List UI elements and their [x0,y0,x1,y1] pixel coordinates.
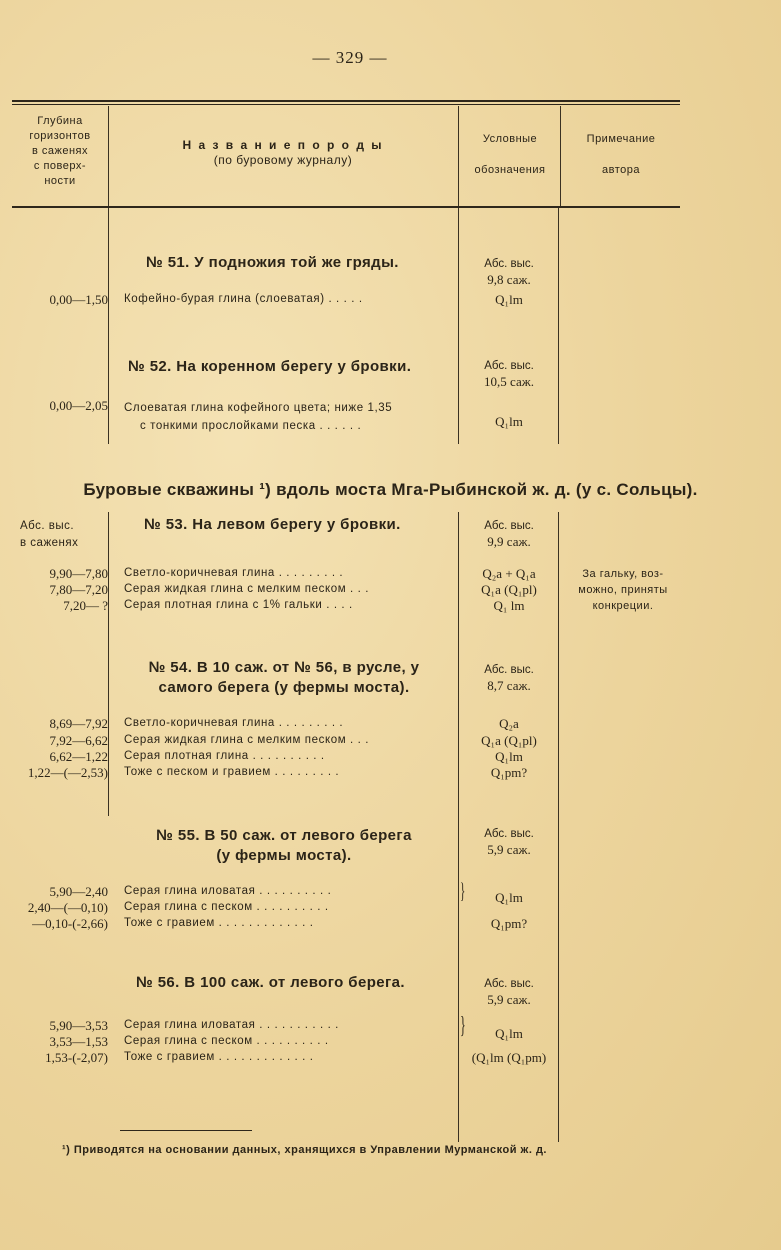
sub-header-line: Абс. выс. [20,520,75,532]
abs-value: 9,8 саж. [487,272,531,287]
title-line: (у фермы моста). [216,847,352,864]
abs-value: 10,5 саж. [484,374,534,389]
header-depth-line: ности [44,175,76,187]
bore-56-symbol-b: (Q₁lm (Q₁pm) [471,1050,547,1065]
bore-56-desc-3: Тоже с гравием . . . . . . . . . . . . . [124,1051,314,1063]
bore-53-symbol-3: Q₁ lm [493,598,525,613]
desc-line: Слоеватая глина кофейного цвета; ниже 1,35 [124,402,393,414]
bore-53-desc-1: Светло-коричневая глина . . . . . . . . . [124,567,344,579]
bore-52-depth: 0,00—2,05 [49,398,108,413]
abs-value: 5,9 саж. [487,842,531,857]
bore-54-desc-4: Тоже с песком и гравием . . . . . . . . . [124,766,340,778]
desc-line: с тонкими прослойками песка . . . . . . [140,420,362,432]
bore-56-desc-1: Серая глина иловатая . . . . . . . . . . . [124,1019,339,1031]
bore-56-desc-2: Серая глина с песком . . . . . . . . . . [124,1035,329,1047]
bore-56-depth-2: 3,53—1,53 [49,1034,108,1049]
header-divider-2 [458,106,459,206]
bore-54-depth-2: 7,92—6,62 [49,733,108,748]
bore-51-symbol: Q₁lm [495,292,523,307]
bore-55-title [110,826,458,866]
bore-54-symbol-4: Q₁pm? [490,765,528,780]
footnote: ¹) Приводятся на основании данных, хранящихся в Управлении Мурманской ж. д. [62,1144,547,1156]
header-note [562,132,680,178]
bore-56-depth-1: 5,90—3,53 [49,1018,108,1033]
bore-54-desc-2: Серая жидкая глина с мелким песком . . . [124,734,369,746]
bore-56-symbol-a: Q₁lm [495,1026,523,1041]
page-number: — 329 — [312,48,388,67]
bore-53-depth-3: 7,20— ? [63,598,108,613]
bore-54-desc-1: Светло-коричневая глина . . . . . . . . . [124,717,344,729]
header-symbols-b: обозначения [474,164,546,176]
bore-52-symbol: Q₁lm [495,414,523,429]
abs-label: Абс. выс. [484,258,534,270]
bore-56-bracket: } [460,1013,466,1039]
note-line: конкреции. [592,600,654,612]
bore-53-depth-2: 7,80—7,20 [49,582,108,597]
title-line: № 54. В 10 саж. от № 56, в русле, у [148,659,420,676]
bore-51-title: № 51. У подножия той же гряды. [146,254,399,271]
bore-54-depth-1: 8,69—7,92 [49,716,108,731]
bore-54-symbol-3: Q₁lm [495,749,523,764]
bore-53-title: № 53. На левом берегу у бровки. [144,516,401,533]
abs-label: Абс. выс. [484,360,534,372]
header-note-a: Примечание [586,133,656,145]
abs-value: 9,9 саж. [487,534,531,549]
header-rock-title: Н а з в а н и е п о р о д ы [182,138,384,152]
bore-54-symbol-1: Q₂a [499,716,519,731]
bore-51-desc: Кофейно-бурая глина (слоеватая) . . . . . [124,293,363,305]
title-line: самого берега (у фермы моста). [158,679,410,696]
bore-55-depth-1: 5,90—2,40 [49,884,108,899]
sub-header-line: в саженях [20,537,79,549]
abs-label: Абс. выс. [484,978,534,990]
lower-divider-1 [108,512,109,816]
abs-label: Абс. выс. [484,520,534,532]
bore-53-symbol-1: Q₂a + Q₁a [482,566,536,581]
title-line: № 55. В 50 саж. от левого берега [156,827,412,844]
bore-56-title: № 56. В 100 саж. от левого берега. [136,974,405,991]
bore-52-desc [124,399,392,435]
body-divider-3 [558,208,559,444]
bore-52-title: № 52. На коренном берегу у бровки. [128,358,412,375]
bore-54-desc-3: Серая плотная глина . . . . . . . . . . [124,750,325,762]
bore-53-desc-2: Серая жидкая глина с мелким песком . . . [124,583,369,595]
header-symbols [460,132,560,178]
bore-54-depth-4: 1,22—(—2,53) [27,765,108,780]
bore-54-title [110,658,458,698]
bore-55-symbol-b: Q₁pm? [490,916,528,931]
bore-52-abs [458,358,560,390]
bore-54-depth-3: 6,62—1,22 [49,749,108,764]
body-divider-1 [108,208,109,444]
sub-header [20,518,78,552]
bore-51-depth: 0,00—1,50 [49,292,108,307]
body-divider-2 [458,208,459,444]
bore-53-note [562,566,684,614]
bore-55-bracket: } [460,878,466,903]
bore-55-desc-1: Серая глина иловатая . . . . . . . . . . [124,885,332,897]
header-depth-line: горизонтов [29,130,91,142]
note-line: За гальку, воз- [582,568,664,580]
header-depth-line: в саженях [31,145,89,157]
bore-56-abs [458,976,560,1008]
abs-value: 5,9 саж. [487,992,531,1007]
bore-51-abs [458,256,560,288]
section-title: Буровые скважины ¹) вдоль моста Мга-Рыбинской ж. д. (у с. Сольцы). [83,480,698,499]
bore-55-depth-3: —0,10-(-2,66) [32,916,108,931]
header-rock-name [110,138,456,168]
bore-55-desc-2: Серая глина с песком . . . . . . . . . . [124,901,329,913]
abs-label: Абс. выс. [484,828,534,840]
header-depth-line: с поверх- [33,160,87,172]
bore-55-desc-3: Тоже с гравием . . . . . . . . . . . . . [124,917,314,929]
abs-value: 8,7 саж. [487,678,531,693]
header-rock-sub: (по буровому журналу) [213,153,353,167]
header-symbols-a: Условные [482,133,538,145]
note-line: можно, приняты [578,584,668,596]
bore-55-depth-2: 2,40—(—0,10) [27,900,108,915]
bore-53-desc-3: Серая плотная глина с 1% гальки . . . . [124,599,353,611]
bore-56-depth-3: 1,53-(-2,07) [45,1050,108,1065]
bore-53-symbol-2: Q₁a (Q₁pl) [481,582,537,597]
header-rule [12,206,680,208]
header-depth-line: Глубина [37,115,83,127]
top-rule [12,100,680,102]
header-divider-3 [560,106,561,206]
bore-54-symbol-2: Q₁a (Q₁pl) [481,733,537,748]
abs-label: Абс. выс. [484,664,534,676]
header-depth [12,114,108,189]
header-note-b: автора [602,164,640,176]
bore-55-abs [458,826,560,858]
top-rule-thin [12,104,680,105]
footnote-rule [120,1130,252,1131]
bore-53-depth-1: 9,90—7,80 [49,566,108,581]
bore-55-symbol-a: Q₁lm [495,890,523,905]
header-divider-1 [108,106,109,206]
bore-53-abs [458,518,560,550]
bore-54-abs [458,662,560,694]
